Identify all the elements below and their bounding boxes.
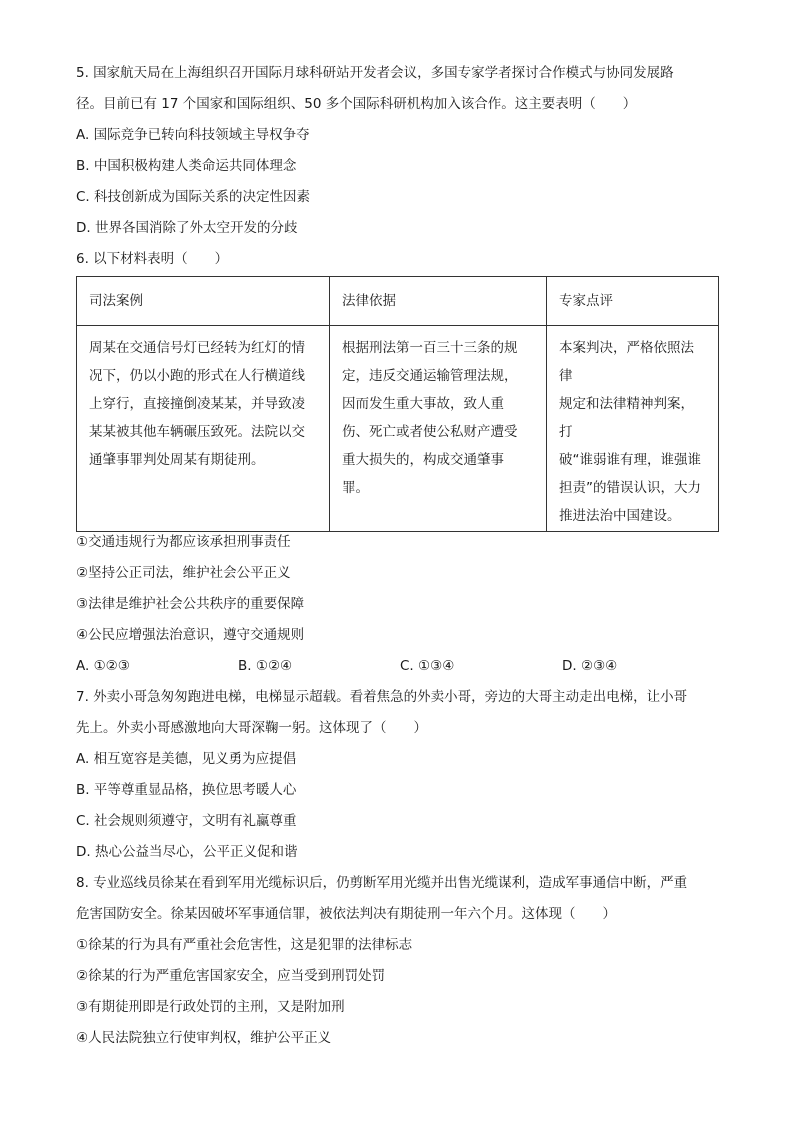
comment-line: 本案判决，严格依照法律: [559, 340, 694, 384]
table-header-comment: 专家点评: [547, 277, 719, 326]
q5-stem-line2: 径。目前已有 17 个国家和国际组织、50 多个国际科研机构加入该合作。这主要表明（ ）: [76, 96, 637, 112]
table-header-law: 法律依据: [330, 277, 547, 326]
q5-option-a: A. 国际竞争已转向科技领域主导权争夺: [76, 127, 310, 143]
q5-option-d: D. 世界各国消除了外太空开发的分歧: [76, 220, 298, 236]
q6-statement-4: ④公民应增强法治意识，遵守交通规则: [76, 627, 305, 643]
table-cell-case: [77, 326, 330, 532]
case-line: 周某在交通信号灯已经转为红灯的情: [89, 340, 305, 356]
q8-statement-2: ②徐某的行为严重危害国家安全，应当受到刑罚处罚: [76, 968, 386, 984]
q8-stem-line2: 危害国防安全。徐某因破坏军事通信罪，被依法判决有期徒刑一年六个月。这体现（ ）: [76, 906, 616, 922]
law-line: 因而发生重大事故，致人重: [342, 396, 504, 412]
table-header-case: 司法案例: [77, 277, 330, 326]
table-cell-law: [330, 326, 547, 532]
case-line: 上穿行，直接撞倒凌某某，并导致凌: [89, 396, 305, 412]
table-cell-comment: [547, 326, 719, 532]
law-line: 定，违反交通运输管理法规，: [342, 368, 518, 384]
q6-statement-2: ②坚持公正司法，维护社会公平正义: [76, 565, 291, 581]
q5-option-c: C. 科技创新成为国际关系的决定性因素: [76, 189, 311, 205]
q7-stem-line2: 先上。外卖小哥感激地向大哥深鞠一躬。这体现了（ ）: [76, 720, 427, 736]
q8-statement-3: ③有期徒刑即是行政处罚的主刑，又是附加刑: [76, 999, 345, 1015]
q7-option-d: D. 热心公益当尽心，公平正义促和谐: [76, 844, 298, 860]
q5-option-b: B. 中国积极构建人类命运共同体理念: [76, 158, 297, 174]
q7-option-c: C. 社会规则须遵守，文明有礼赢尊重: [76, 813, 297, 829]
q6-stem: 6. 以下材料表明（ ）: [76, 251, 229, 267]
law-line: 罪。: [342, 480, 369, 496]
law-line: 重大损失的，构成交通肇事: [342, 452, 504, 468]
law-line: 伤、死亡或者使公私财产遭受: [342, 424, 518, 440]
q6-choice-b: B. ①②④: [238, 658, 293, 674]
comment-line: 规定和法律精神判案，打: [559, 396, 694, 440]
q6-statement-1: ①交通违规行为都应该承担刑事责任: [76, 534, 291, 550]
law-line: 根据刑法第一百三十三条的规: [342, 340, 518, 356]
comment-line: 担责”的错误认识，大力: [559, 480, 701, 496]
q6-choice-d: D. ②③④: [562, 658, 618, 674]
q7-stem-line1: 7. 外卖小哥急匆匆跑进电梯，电梯显示超载。看着焦急的外卖小哥，旁边的大哥主动走出电梯，让小哥: [76, 689, 688, 705]
q5-stem-line1: 5. 国家航天局在上海组织召开国际月球科研站开发者会议，多国专家学者探讨合作模式与协同发展路: [76, 65, 674, 81]
q6-case-table: [76, 276, 719, 532]
case-line: 某某被其他车辆碾压致死。法院以交: [89, 424, 305, 440]
q8-stem-line1: 8. 专业巡线员徐某在看到军用光缆标识后，仍剪断军用光缆并出售光缆谋利，造成军事通信中断，严重: [76, 875, 688, 891]
q6-choice-a: A. ①②③: [76, 658, 130, 674]
q7-option-a: A. 相互宽容是美德，见义勇为应提倡: [76, 751, 297, 767]
q8-statement-4: ④人民法院独立行使审判权，维护公平正义: [76, 1030, 332, 1046]
q7-option-b: B. 平等尊重显品格，换位思考暖人心: [76, 782, 297, 798]
case-line: 通肇事罪判处周某有期徒刑。: [89, 452, 265, 468]
comment-line: 推进法治中国建设。: [559, 508, 681, 524]
q8-statement-1: ①徐某的行为具有严重社会危害性，这是犯罪的法律标志: [76, 937, 413, 953]
q6-choice-c: C. ①③④: [400, 658, 455, 674]
q6-statement-3: ③法律是维护社会公共秩序的重要保障: [76, 596, 305, 612]
comment-line: 破“谁弱谁有理，谁强谁: [559, 452, 701, 468]
case-line: 况下，仍以小跑的形式在人行横道线: [89, 368, 305, 384]
